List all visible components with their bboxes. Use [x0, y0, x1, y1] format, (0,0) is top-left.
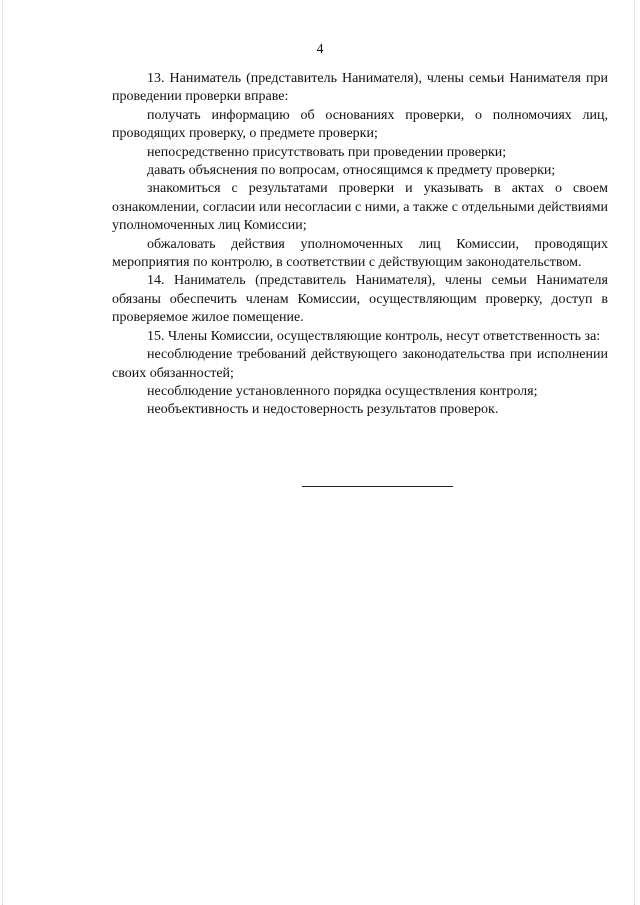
clause-13-item-review-results: знакомиться с результатами проверки и указывать в актах о своем ознакомлении, согласии или несогласии с ними, а также с отдельными действиями уполномоченных лиц Комиссии;	[112, 181, 608, 234]
clause-15-item-procedure: несоблюдение установленного порядка осуществления контроля;	[147, 383, 538, 399]
clause-15-intro: 15. Члены Комиссии, осуществляющие контроль, несут ответственность за:	[147, 328, 601, 344]
clause-15-item-legal-requirements: несоблюдение требований действующего законодательства при исполнении своих обязанностей;	[112, 347, 608, 381]
clause-13-intro: 13. Наниматель (представитель Нанимателя), члены семьи Нанимателя при проведении проверки вправе:	[112, 71, 608, 105]
clause-14: 14. Наниматель (представитель Нанимателя), члены семьи Нанимателя обязаны обеспечить членам Комиссии, осуществляющим проверку, доступ в проверяемое жилое помещение.	[112, 273, 608, 326]
clause-13-item-explanations: давать объяснения по вопросам, относящимся к предмету проверки;	[147, 163, 556, 179]
scan-left-edge	[2, 0, 5, 905]
page-number: 4	[316, 42, 324, 57]
clause-13-item-appeal: обжаловать действия уполномоченных лиц Комиссии, проводящих мероприятия по контролю, в соответствии с действующим законодательством.	[112, 236, 608, 271]
clause-13-item-presence: непосредственно присутствовать при проведении проверки;	[147, 144, 507, 160]
document-body	[112, 70, 608, 420]
scan-right-edge	[634, 0, 637, 905]
clause-13-item-information: получать информацию об основаниях проверки, о полномочиях лиц, проводящих проверку, о предмете проверки;	[112, 107, 608, 142]
clause-15-item-objectivity: необъективность и недостоверность результатов проверок.	[147, 402, 499, 418]
closing-divider	[302, 486, 453, 487]
